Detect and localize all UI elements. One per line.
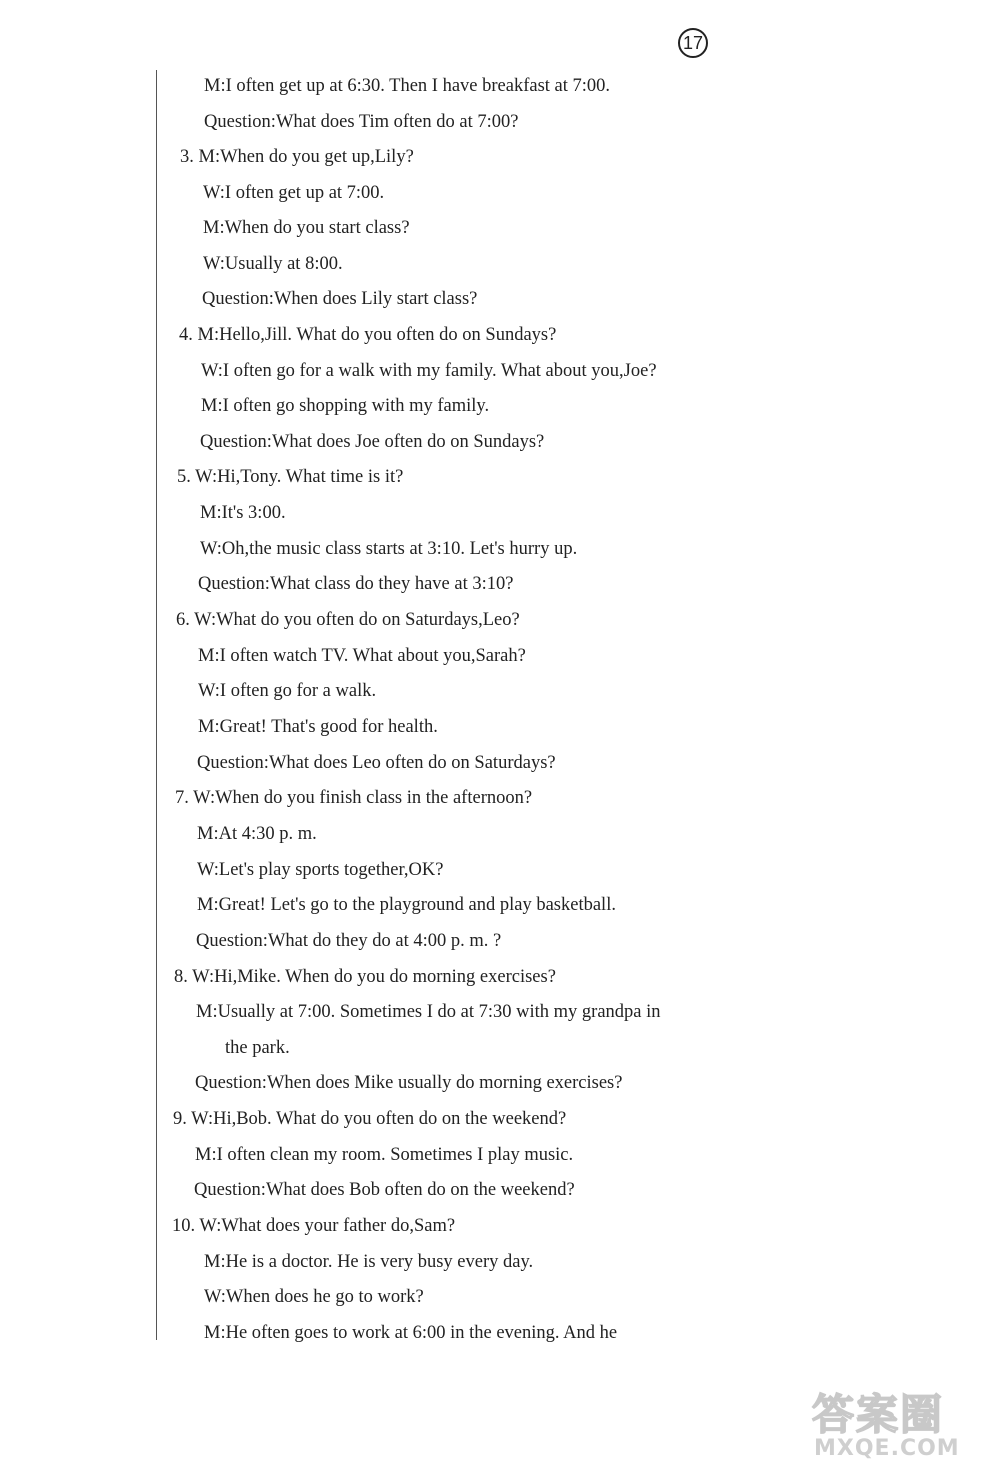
dialogue-line: M:I often go shopping with my family. — [201, 396, 490, 416]
question-line: Question:When does Mike usually do morning exercises? — [195, 1073, 623, 1093]
dialogue-line: M:When do you start class? — [203, 218, 410, 238]
dialogue-line: M:I often watch TV. What about you,Sarah? — [198, 646, 526, 666]
dialogue-line: M:He often goes to work at 6:00 in the evening. And he — [204, 1323, 618, 1343]
dialogue-line: W:Usually at 8:00. — [203, 254, 343, 274]
dialogue-line: W:Oh,the music class starts at 3:10. Let's hurry up. — [200, 539, 578, 559]
margin-rule — [156, 70, 157, 1340]
item-5-line: 5. W:Hi,Tony. What time is it? — [177, 467, 404, 487]
question-line: Question:What class do they have at 3:10? — [198, 574, 514, 594]
question-line: Question:What do they do at 4:00 p. m. ? — [196, 931, 502, 951]
item-7-line: 7. W:When do you finish class in the afternoon? — [175, 788, 533, 808]
dialogue-line: M:At 4:30 p. m. — [197, 824, 317, 844]
item-6-line: 6. W:What do you often do on Saturdays,Leo? — [176, 610, 520, 630]
dialogue-line: W:When does he go to work? — [204, 1287, 424, 1307]
dialogue-line: M:I often get up at 6:30. Then I have breakfast at 7:00. — [204, 76, 611, 96]
question-line: Question:When does Lily start class? — [202, 289, 478, 309]
item-4-line: 4. M:Hello,Jill. What do you often do on Sundays? — [179, 325, 557, 345]
dialogue-line: M:It's 3:00. — [200, 503, 286, 523]
item-10-line: 10. W:What does your father do,Sam? — [172, 1216, 456, 1236]
question-line: Question:What does Joe often do on Sundays? — [200, 432, 545, 452]
item-8-line: 8. W:Hi,Mike. When do you do morning exercises? — [174, 967, 556, 987]
question-line: Question:What does Tim often do at 7:00? — [204, 112, 519, 132]
dialogue-line: W:Let's play sports together,OK? — [197, 860, 444, 880]
watermark-logo — [812, 1392, 992, 1464]
dialogue-line: M:He is a doctor. He is very busy every day. — [204, 1252, 534, 1272]
page-number: 17 — [678, 28, 708, 58]
watermark-chars: 答案圈 — [812, 1390, 945, 1439]
dialogue-line: M:Great! That's good for health. — [198, 717, 438, 737]
item-3-line: 3. M:When do you get up,Lily? — [180, 147, 414, 167]
dialogue-continuation: the park. — [225, 1038, 290, 1058]
dialogue-line: W:I often get up at 7:00. — [203, 183, 385, 203]
question-line: Question:What does Leo often do on Saturdays? — [197, 753, 556, 773]
dialogue-line: W:I often go for a walk with my family. What about you,Joe? — [201, 361, 657, 381]
dialogue-line: M:Usually at 7:00. Sometimes I do at 7:30 with my grandpa in — [196, 1002, 661, 1022]
item-9-line: 9. W:Hi,Bob. What do you often do on the weekend? — [173, 1109, 567, 1129]
dialogue-line: W:I often go for a walk. — [198, 681, 377, 701]
dialogue-line: M:I often clean my room. Sometimes I play music. — [195, 1145, 574, 1165]
dialogue-line: M:Great! Let's go to the playground and play basketball. — [197, 895, 616, 915]
question-line: Question:What does Bob often do on the weekend? — [194, 1180, 575, 1200]
watermark-url: MXQE.COM — [814, 1436, 960, 1461]
